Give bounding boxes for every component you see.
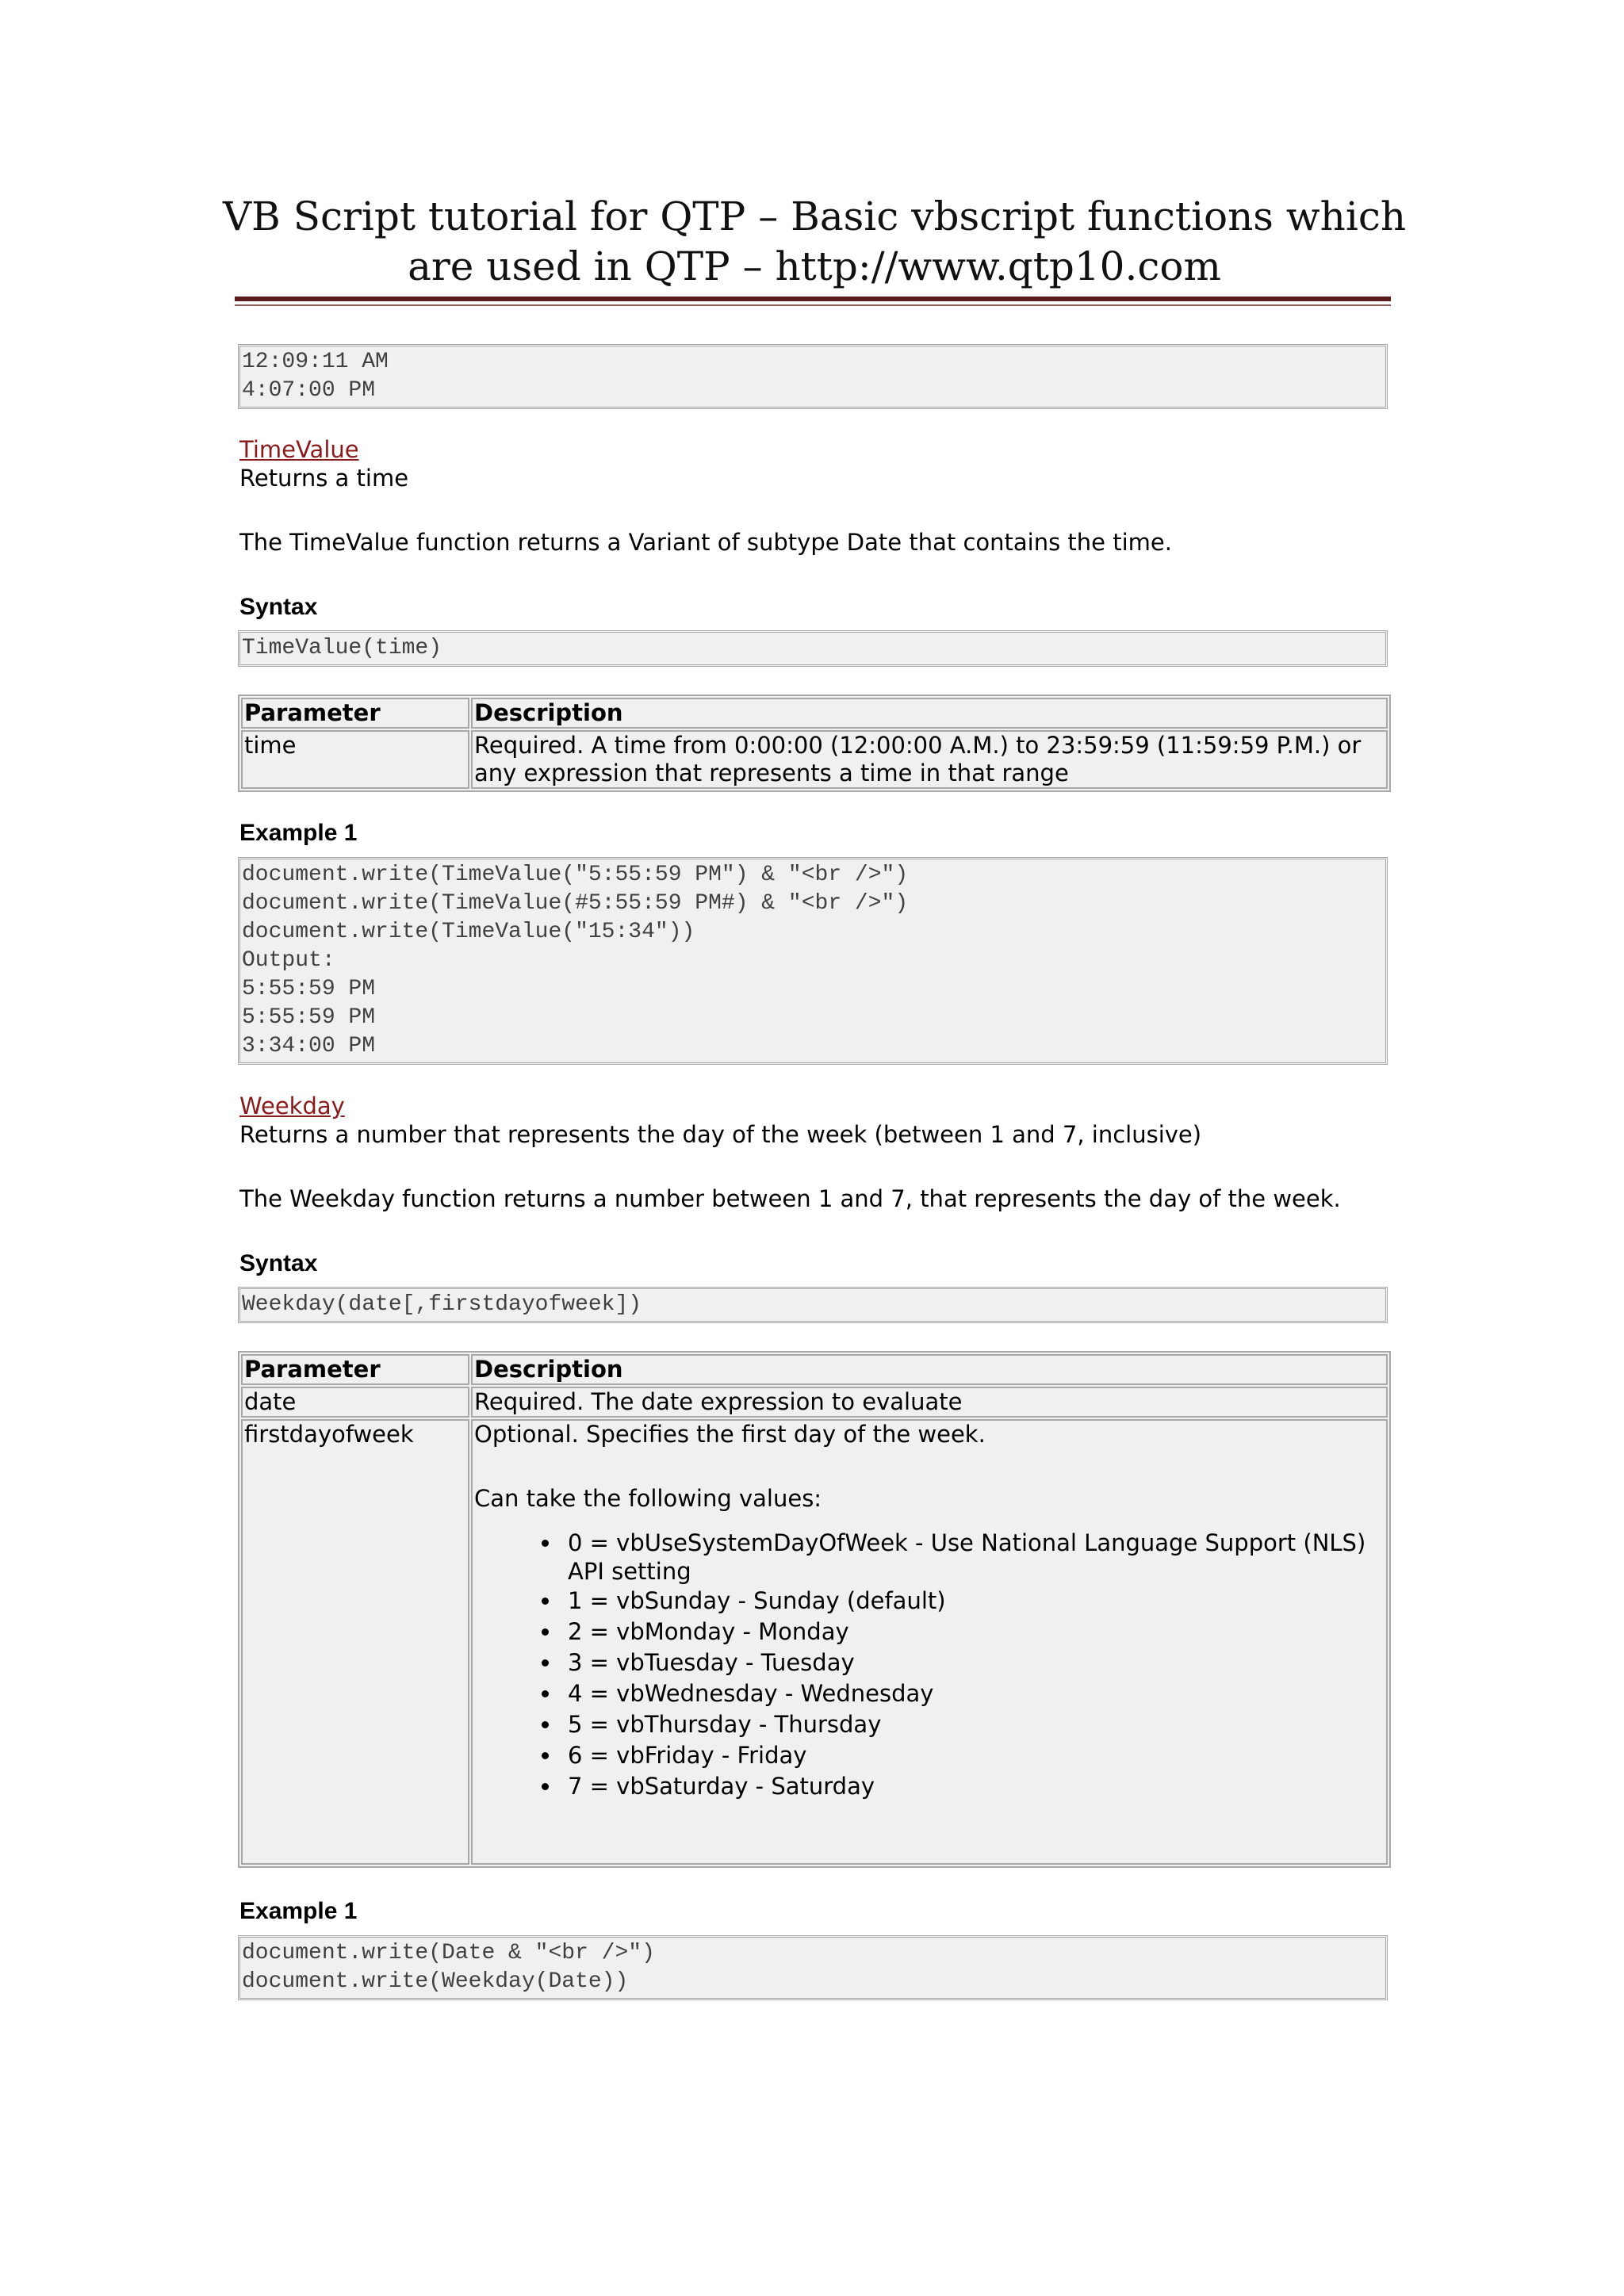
table-header: Parameter [241, 698, 469, 729]
code-line: document.write(Weekday(Date)) [242, 1969, 629, 1994]
table-row [241, 1387, 1388, 1418]
timevalue-description: The TimeValue function returns a Variant of subtype Date that contains the time. [239, 529, 1172, 556]
timevalue-link[interactable]: TimeValue [239, 436, 359, 463]
code-block [240, 346, 1385, 407]
syntax-code: Weekday(date[,firstdayofweek]) [242, 1292, 642, 1317]
weekday-example-box [238, 1935, 1388, 2000]
title-rule-thin [235, 304, 1391, 306]
example-heading: Example 1 [239, 1898, 358, 1924]
table-row [241, 730, 1388, 789]
list-item: • 5 = vbThursday - Thursday [561, 1709, 1385, 1740]
code-line: 3:34:00 PM [242, 1034, 376, 1058]
page-title: VB Script tutorial for QTP – Basic vbscript functions which are used in QTP – http://www.qtp10.com [222, 193, 1407, 289]
list-item: • 0 = vbUseSystemDayOfWeek - Use National Language Support (NLS) API setting [561, 1529, 1385, 1586]
param-description [471, 1419, 1388, 1865]
list-item: • 1 = vbSunday - Sunday (default) [561, 1586, 1385, 1617]
weekday-description: The Weekday function returns a number between 1 and 7, that represents the day of the week. [239, 1185, 1341, 1212]
timevalue-summary: Returns a time [239, 465, 409, 492]
timevalue-syntax-box [238, 630, 1388, 667]
table-header: Parameter [241, 1354, 469, 1385]
table-header: Description [471, 698, 1388, 729]
list-item: • 3 = vbTuesday - Tuesday [561, 1647, 1385, 1678]
syntax-heading: Syntax [239, 1250, 318, 1276]
param-name: time [241, 730, 469, 789]
code-line: document.write(TimeValue(#5:55:59 PM#) & "<br />") [242, 891, 909, 916]
table-header-row [241, 698, 1388, 729]
param-desc-text: Optional. Specifies the first day of the week. [474, 1421, 986, 1448]
timevalue-example-box [238, 857, 1388, 1065]
weekday-syntax-box [238, 1287, 1388, 1323]
param-description: Required. A time from 0:00:00 (12:00:00 A.M.) to 23:59:59 (11:59:59 P.M.) or any expression that represents a time in that range [471, 730, 1388, 789]
code-line: 5:55:59 PM [242, 1005, 376, 1030]
syntax-heading: Syntax [239, 594, 318, 620]
code-block [240, 859, 1385, 1062]
weekday-summary: Returns a number that represents the day of the week (between 1 and 7, inclusive) [239, 1121, 1202, 1148]
timevalue-param-table [238, 695, 1391, 792]
values-list [474, 1529, 1385, 1802]
title-rule [235, 297, 1391, 301]
table-header: Description [471, 1354, 1388, 1385]
code-block [240, 1938, 1385, 1998]
top-code-box [238, 344, 1388, 409]
syntax-code: TimeValue(time) [242, 636, 442, 660]
list-item: • 6 = vbFriday - Friday [561, 1740, 1385, 1771]
weekday-param-table [238, 1351, 1391, 1868]
values-intro: Can take the following values: [474, 1485, 822, 1512]
code-line: document.write(Date & "<br />") [242, 1941, 655, 1965]
param-name: firstdayofweek [241, 1419, 469, 1865]
list-item: • 7 = vbSaturday - Saturday [561, 1771, 1385, 1802]
code-line: 4:07:00 PM [242, 378, 376, 403]
code-line: document.write(TimeValue("15:34")) [242, 920, 695, 944]
table-row [241, 1419, 1388, 1865]
code-line: 12:09:11 AM [242, 350, 389, 374]
table-header-row [241, 1354, 1388, 1385]
param-description: Required. The date expression to evaluate [471, 1387, 1388, 1418]
code-line: Output: [242, 948, 335, 973]
weekday-link[interactable]: Weekday [239, 1093, 345, 1119]
list-item: • 2 = vbMonday - Monday [561, 1617, 1385, 1647]
param-name: date [241, 1387, 469, 1418]
code-line: 5:55:59 PM [242, 977, 376, 1001]
code-line: document.write(TimeValue("5:55:59 PM") & "<br />") [242, 863, 909, 887]
example-heading: Example 1 [239, 820, 358, 846]
list-item: • 4 = vbWednesday - Wednesday [561, 1678, 1385, 1709]
